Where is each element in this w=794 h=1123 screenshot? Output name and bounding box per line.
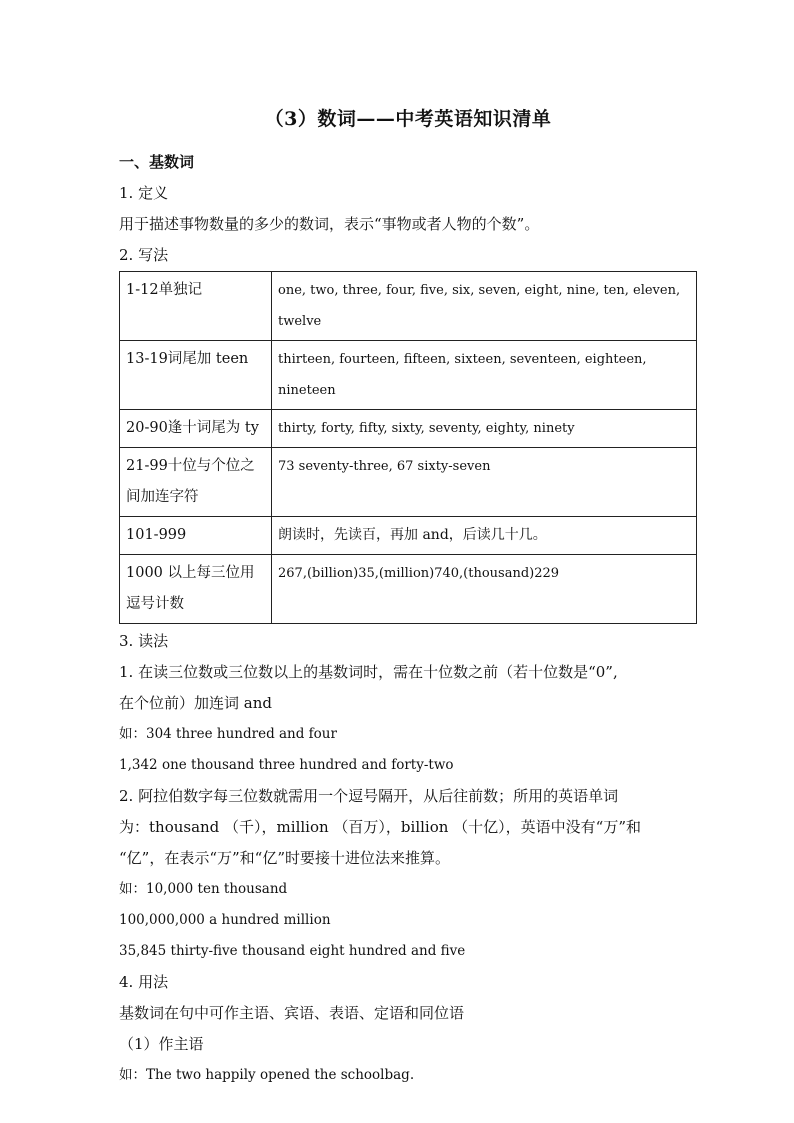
usage-heading: 4. 用法 [119,973,169,991]
table-cell-rule: 13-19词尾加 teen [120,341,272,410]
reading-line: 为：thousand （千），million （百万），billion （十亿），英语中没有“万”和 [119,818,642,836]
table-cell-example: 267,(billion)35,(million)740,(thousand)229 [272,555,697,624]
reading-example: 如：10,000 ten thousand [119,881,288,897]
reading-example: 35,845 thirty-five thousand eight hundred and five [119,943,466,959]
usage-text: 基数词在句中可作主语、宾语、表语、定语和同位语 [119,1004,465,1022]
reading-heading: 3. 读法 [119,632,169,650]
table-cell-rule: 1000 以上每三位用逗号计数 [120,555,272,624]
writing-rules-table [119,271,697,624]
table-cell-rule: 1-12单独记 [120,272,272,341]
reading-line: 2. 阿拉伯数字每三位数就需用一个逗号隔开，从后往前数；所用的英语单词 [119,787,619,805]
definition-text: 用于描述事物数量的多少的数词，表示“事物或者人物的个数”。 [119,215,540,233]
document-page [119,100,697,1091]
reading-example: 1,342 one thousand three hundred and forty-two [119,757,454,773]
table-row [120,341,697,410]
table-cell-rule: 21-99十位与个位之间加连字符 [120,448,272,517]
page-title: （3）数词——中考英语知识清单 [264,108,552,130]
subject-usage-example: 如：The two happily opened the schoolbag. [119,1067,415,1083]
reading-line: 1. 在读三位数或三位数以上的基数词时，需在十位数之前（若十位数是“0”, [119,663,618,681]
table-row [120,555,697,624]
table-cell-rule: 20-90逢十词尾为 ty [120,410,272,448]
table-cell-example: one, two, three, four, five, six, seven, eight, nine, ten, eleven, twelve [272,272,697,341]
table-cell-example: thirty, forty, fifty, sixty, seventy, eighty, ninety [272,410,697,448]
reading-line: “亿”，在表示“万”和“亿”时要接十进位法来推算。 [119,849,451,867]
table-cell-example: thirteen, fourteen, fifteen, sixteen, seventeen, eighteen, nineteen [272,341,697,410]
reading-example: 如：304 three hundred and four [119,726,337,742]
definition-heading: 1. 定义 [119,184,169,202]
table-row [120,410,697,448]
table-cell-example: 朗读时，先读百，再加 and，后读几十几。 [272,517,697,555]
writing-heading: 2. 写法 [119,246,169,264]
table-cell-rule: 101-999 [120,517,272,555]
section-heading: 一、基数词 [119,153,195,171]
subject-usage-heading: （1）作主语 [119,1035,204,1053]
table-cell-example: 73 seventy-three, 67 sixty-seven [272,448,697,517]
table-row [120,448,697,517]
table-row [120,272,697,341]
reading-line: 在个位前）加连词 and [119,694,272,712]
table-row [120,517,697,555]
reading-example: 100,000,000 a hundred million [119,912,331,928]
